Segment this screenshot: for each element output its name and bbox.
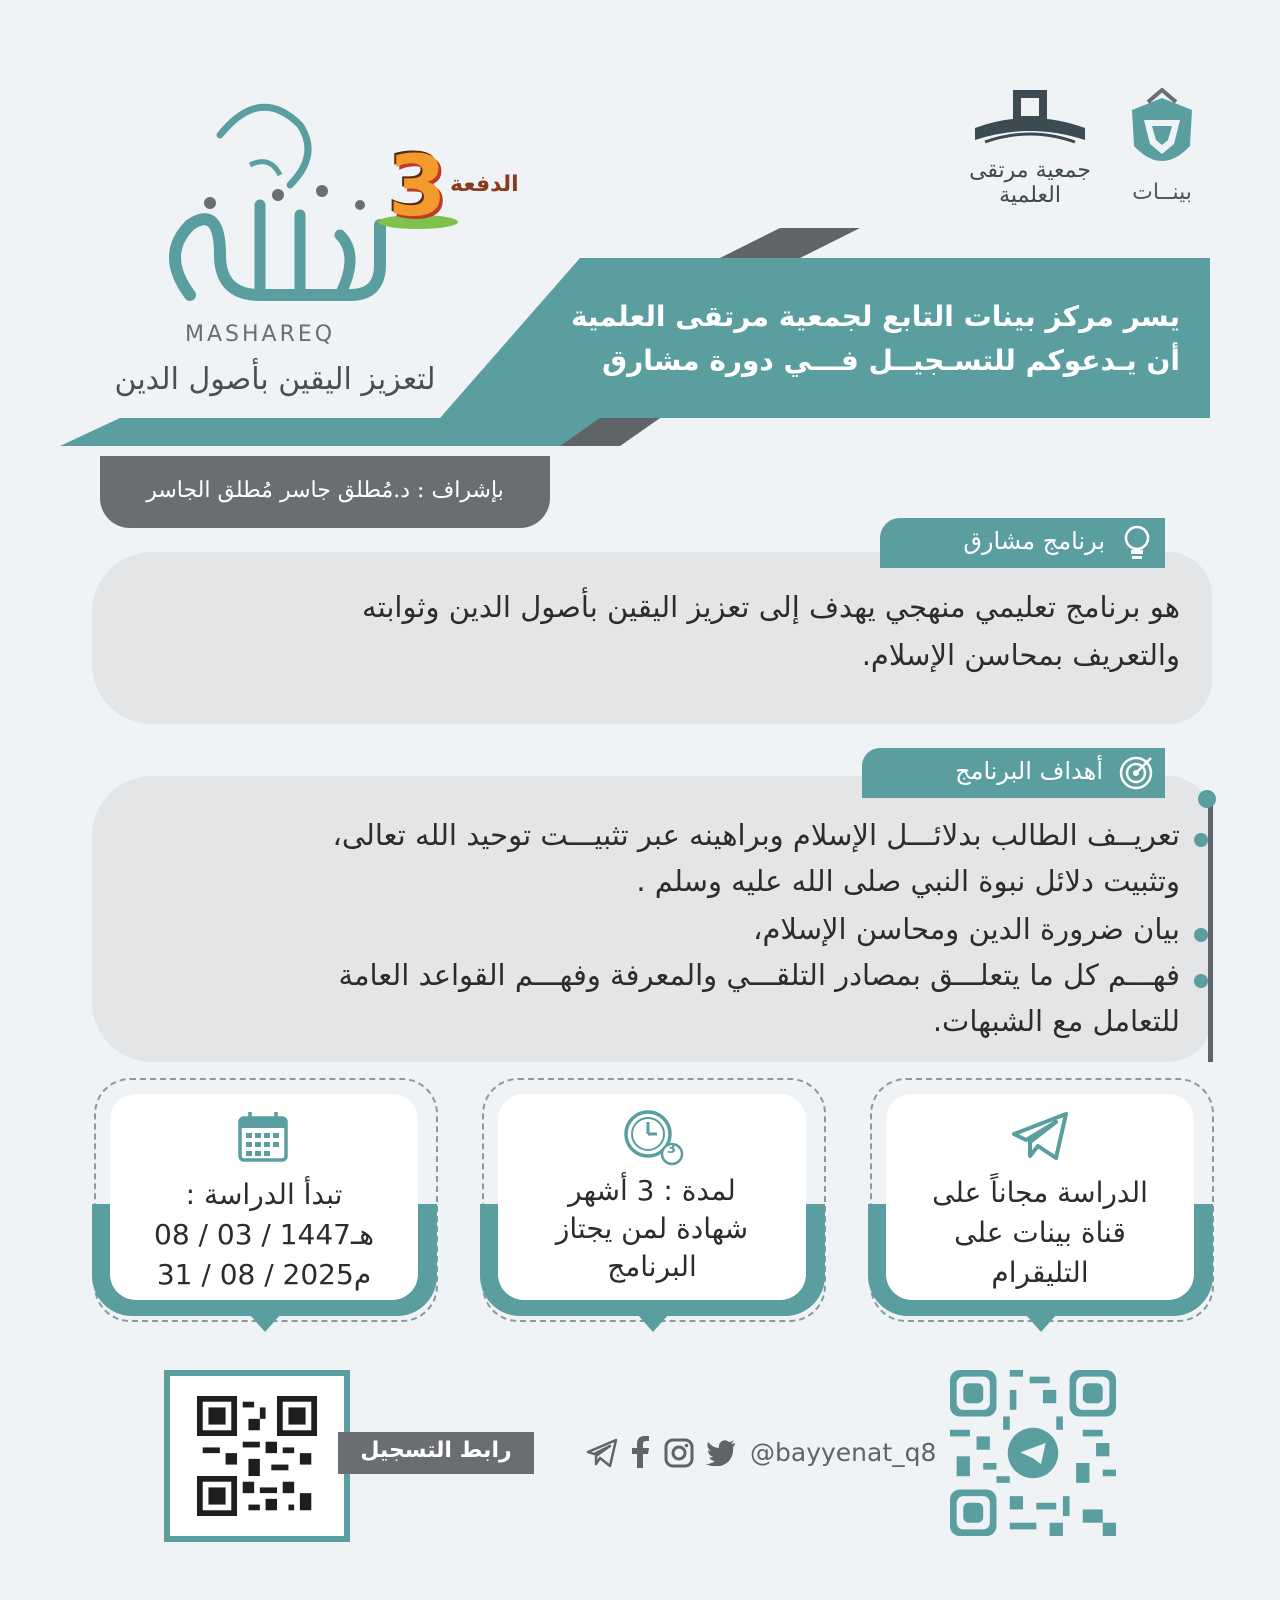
bayyenat-logo-text: بينــات [1132, 180, 1192, 205]
murtaqa-logo [945, 88, 1115, 208]
goal-3-line-1: فهـــم كل ما يتعلـــق بمصادر التلقـــي والمعرفة وفهـــم القواعد العامة [338, 958, 1180, 992]
info-card-duration [498, 1094, 806, 1300]
banner-shape [60, 228, 1210, 458]
goal-3-line-2: للتعامل مع الشبهات. [932, 1004, 1180, 1038]
info-card-duration-pointer [637, 1314, 669, 1332]
mashareq-arabic-text [150, 95, 151, 96]
goal-bullet-3 [1194, 974, 1208, 988]
goals-title: أهداف البرنامج [955, 757, 1103, 785]
batch-number: 3 [388, 137, 447, 235]
registration-qr-frame [164, 1370, 350, 1542]
tagline: لتعزيز اليقين بأصول الدين [114, 362, 436, 397]
telegram-line-1: الدراسة مجاناً على [932, 1176, 1148, 1209]
start-line-1: تبدأ الدراسة : [185, 1178, 343, 1211]
supervision-text: بإشراف : د.مُطلق جاسر مُطلق الجاسر [146, 478, 504, 503]
banner-line-2: أن يـدعوكم للتسـجيــل فـــي دورة مشارق [602, 344, 1180, 377]
goals-title-pill [862, 748, 1165, 798]
registration-qr-code [197, 1396, 317, 1516]
goals-timeline-top-dot [1198, 790, 1216, 808]
goal-bullet-2 [1194, 928, 1208, 942]
batch-label: الدفعة [450, 172, 519, 197]
info-card-telegram [886, 1094, 1194, 1300]
goal-1-line-1: تعريــف الطالب بدلائـــل الإسلام وبراهينه عبر تثبيـــت توحيد الله تعالى، [332, 818, 1180, 852]
start-line-2: 08 / 03 / 1447هـ [154, 1218, 374, 1251]
batch-number-badge [378, 137, 458, 235]
program-text-2: والتعريف بمحاسن الإسلام. [861, 638, 1180, 672]
register-link-button[interactable] [338, 1432, 534, 1474]
program-title: برنامج مشارق [963, 527, 1105, 555]
supervision-pill [100, 456, 550, 528]
duration-line-3: البرنامج [607, 1250, 697, 1283]
duration-line-2: شهادة لمن يجتاز [555, 1212, 749, 1245]
goal-2-line-1: بيان ضرورة الدين ومحاسن الإسلام، [753, 912, 1180, 946]
start-line-3: 31 / 08 / 2025م [156, 1258, 372, 1291]
info-card-start-pointer [249, 1314, 281, 1332]
lightbulb-icon [1119, 524, 1155, 566]
facebook-icon[interactable] [630, 1436, 650, 1472]
goal-1-line-2: وتثبيت دلائل نبوة النبي صلى الله عليه وسلم . [636, 864, 1180, 898]
mashareq-latin-text: MASHAREQ [185, 322, 336, 347]
duration-line-1: لمدة : 3 أشهر [568, 1174, 736, 1207]
telegram-social-icon[interactable] [586, 1438, 618, 1472]
banner-line-1: يسر مركز بينات التابع لجمعية مرتقى العلمية [570, 300, 1180, 333]
info-card-start [110, 1094, 418, 1300]
program-text-1: هو برنامج تعليمي منهجي يهدف إلى تعزيز اليقين بأصول الدين وثوابته [362, 590, 1180, 624]
telegram-line-2: قناة بينات على [954, 1216, 1126, 1249]
social-handle: @bayyenat_q8 [750, 1438, 937, 1467]
bayyenat-shield-icon [1122, 88, 1202, 178]
murtaqa-book-icon [945, 88, 1115, 154]
twitter-icon[interactable] [706, 1440, 736, 1470]
target-icon [1117, 754, 1155, 796]
goals-timeline [1208, 800, 1213, 1062]
telegram-line-3: التليقرام [991, 1256, 1089, 1289]
register-link-label: رابط التسجيل [360, 1438, 512, 1463]
instagram-icon[interactable] [664, 1438, 694, 1472]
clock-badge-number: 3 [667, 1142, 677, 1157]
info-card-telegram-pointer [1025, 1314, 1057, 1332]
calendar-icon [236, 1110, 290, 1168]
channel-qr-code [950, 1370, 1116, 1536]
bayyenat-logo [1122, 88, 1202, 203]
program-title-pill [880, 518, 1165, 568]
goal-bullet-1 [1194, 833, 1208, 847]
clock-icon [622, 1108, 684, 1170]
telegram-icon [1010, 1110, 1070, 1166]
murtaqa-logo-text: جمعية مرتقى العلمية [969, 158, 1091, 208]
